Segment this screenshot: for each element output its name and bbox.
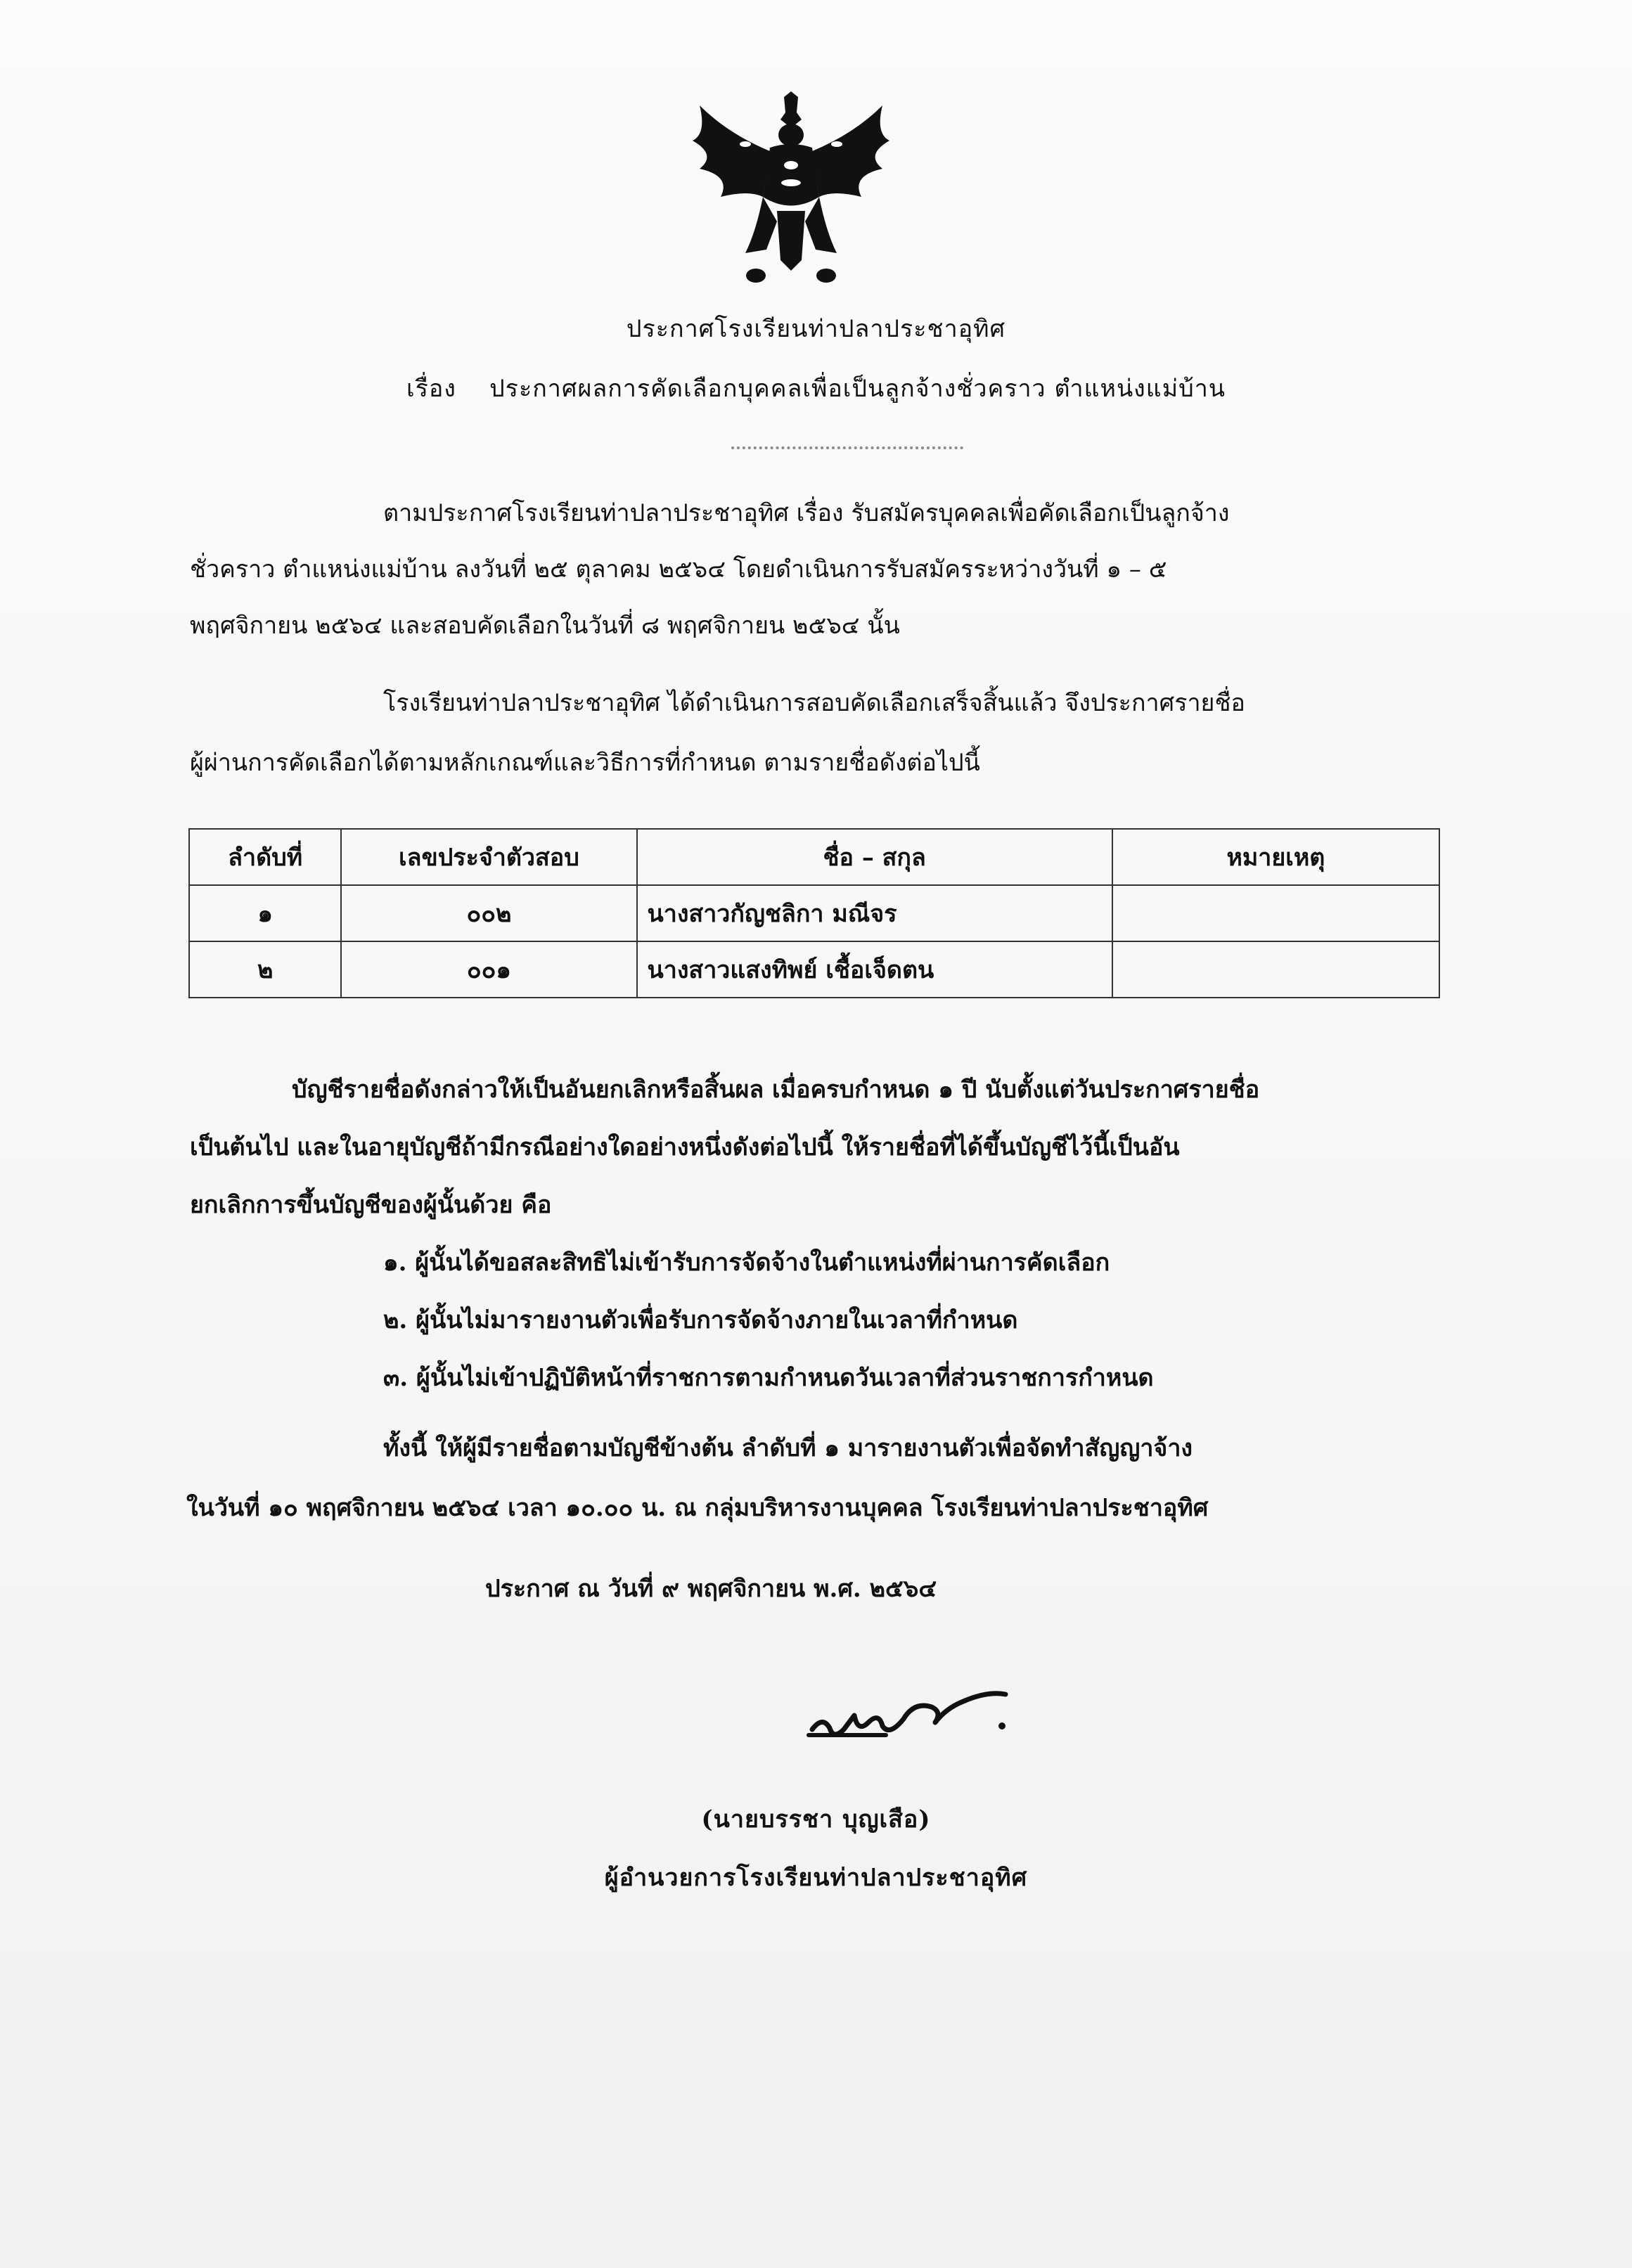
intro-line-2: ชั่วคราว ตำแหน่งแม่บ้าน ลงวันที่ ๒๕ ตุลาคม ๒๕๖๔ โดยดำเนินการรับสมัครระหว่างวันที่ ๑ – ๕: [190, 555, 1167, 584]
intro-line-1: ตามประกาศโรงเรียนท่าปลาประชาอุทิศ เรื่อง รับสมัครบุคคลเพื่อคัดเลือกเป็นลูกจ้าง: [383, 499, 1230, 527]
report-line-2: ในวันที่ ๑๐ พฤศจิกายน ๒๕๖๔ เวลา ๑๐.๐๐ น. ณ กลุ่มบริหารงานบุคคล โรงเรียนท่าปลาประชาอุทิศ: [186, 1494, 1209, 1522]
row-name: นางสาวกัญชลิกา มณีจร: [637, 885, 1112, 941]
announce-date: ประกาศ ณ วันที่ ๙ พฤศจิกายน พ.ศ. ๒๕๖๔: [485, 1575, 937, 1603]
header-name: ชื่อ – สกุล: [637, 829, 1112, 885]
row-order: ๒: [189, 941, 341, 998]
subject-text: ประกาศผลการคัดเลือกบุคคลเพื่อเป็นลูกจ้างชั่วคราว ตำแหน่งแม่บ้าน: [489, 375, 1226, 403]
validity-line-2: เป็นต้นไป และในอายุบัญชีถ้ามีกรณีอย่างใดอย่างหนึ่งดังต่อไปนี้ ให้รายชื่อที่ได้ขึ้นบัญชีไว้นี้เป็นอัน: [190, 1133, 1180, 1161]
announcement-title: ประกาศโรงเรียนท่าปลาประชาอุทิศ: [626, 315, 1006, 343]
row-remark: [1112, 885, 1439, 941]
row-exam-id: ๐๐๑: [341, 941, 636, 998]
header-exam-id: เลขประจำตัวสอบ: [341, 829, 636, 885]
table-header-row: [189, 829, 1439, 885]
header-order: ลำดับที่: [189, 829, 341, 885]
signatory-position: ผู้อำนวยการโรงเรียนท่าปลาประชาอุทิศ: [604, 1864, 1028, 1892]
handwritten-signature-icon: [802, 1673, 1027, 1751]
condition-item: ๑. ผู้นั้นได้ขอสละสิทธิไม่เข้ารับการจัดจ้างในตำแหน่งที่ผ่านการคัดเลือก: [383, 1249, 1110, 1277]
table-row: [189, 941, 1439, 998]
dotted-separator: [731, 446, 963, 449]
validity-line-3: ยกเลิกการขึ้นบัญชีของผู้นั้นด้วย คือ: [190, 1191, 552, 1219]
condition-item: ๒. ผู้นั้นไม่มารายงานตัวเพื่อรับการจัดจ้างภายในเวลาที่กำหนด: [383, 1306, 1018, 1334]
row-exam-id: ๐๐๒: [341, 885, 636, 941]
header-remark: หมายเหตุ: [1112, 829, 1439, 885]
announcement-subject: [0, 369, 1632, 407]
results-table: [188, 828, 1440, 998]
condition-item: ๓. ผู้นั้นไม่เข้าปฏิบัติหน้าที่ราชการตามกำหนดวันเวลาที่ส่วนราชการกำหนด: [383, 1364, 1154, 1392]
intro-line-3: พฤศจิกายน ๒๕๖๔ และสอบคัดเลือกในวันที่ ๘ พฤศจิกายน ๒๕๖๔ นั้น: [190, 612, 900, 640]
row-remark: [1112, 941, 1439, 998]
report-line-1: ทั้งนี้ ให้ผู้มีรายชื่อตามบัญชีข้างต้น ลำดับที่ ๑ มารายงานตัวเพื่อจัดทำสัญญาจ้าง: [383, 1434, 1193, 1462]
table-row: [189, 885, 1439, 941]
result-line-1: โรงเรียนท่าปลาประชาอุทิศ ได้ดำเนินการสอบคัดเลือกเสร็จสิ้นแล้ว จึงประกาศรายชื่อ: [383, 689, 1245, 717]
result-line-2: ผู้ผ่านการคัดเลือกได้ตามหลักเกณฑ์และวิธีการที่กำหนด ตามรายชื่อดังต่อไปนี้: [190, 749, 980, 777]
row-name: นางสาวแสงทิพย์ เชื้อเจ็ดตน: [637, 941, 1112, 998]
row-order: ๑: [189, 885, 341, 941]
garuda-emblem-icon: [679, 91, 904, 295]
validity-line-1: บัญชีรายชื่อดังกล่าวให้เป็นอันยกเลิกหรือสิ้นผล เมื่อครบกำหนด ๑ ปี นับตั้งแต่วันประกาศรายชื่อ: [292, 1076, 1260, 1104]
subject-label: เรื่อง: [406, 375, 456, 403]
signatory-name: (นายบรรชา บุญเสือ): [701, 1805, 931, 1834]
